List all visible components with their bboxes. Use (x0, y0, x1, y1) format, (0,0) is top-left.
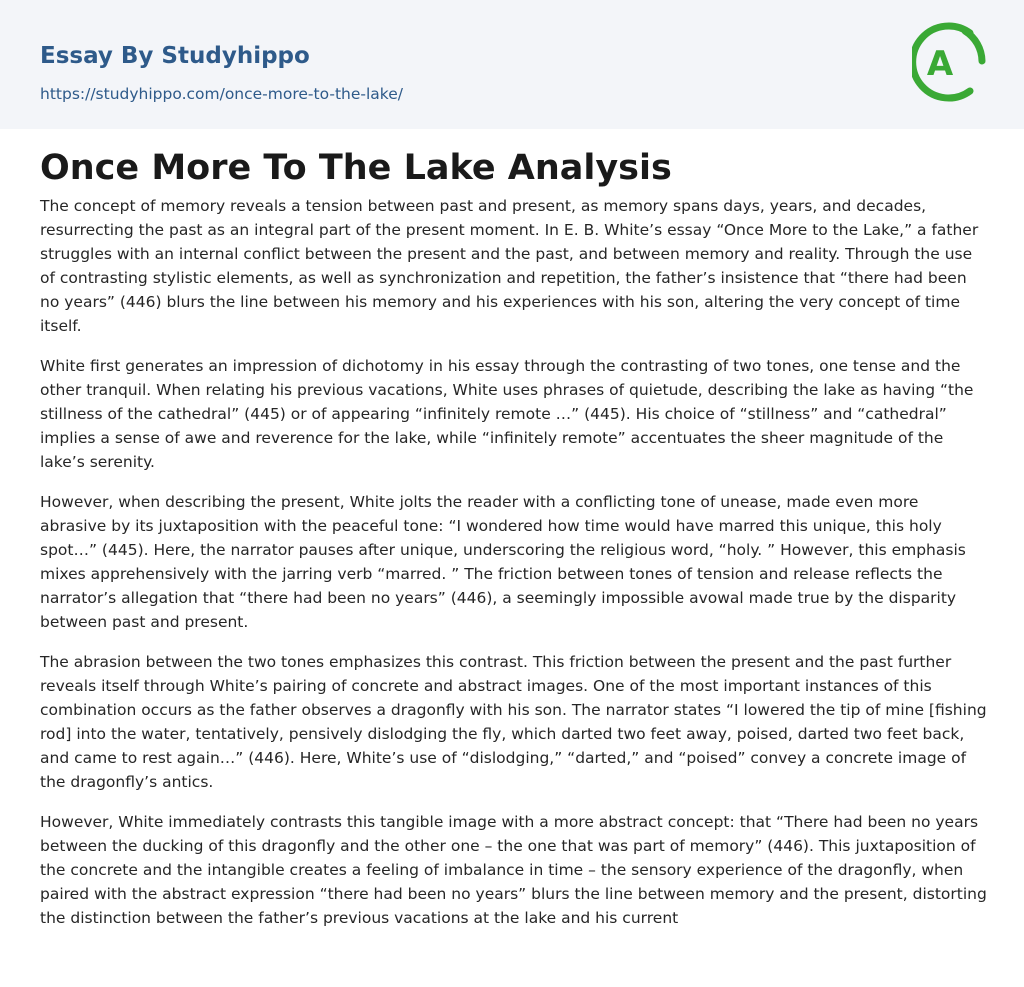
article-paragraph: White first generates an impression of dichotomy in his essay through the contrasting of two tones, one tense and the other tranquil. When relating his previous vacations, White uses phrases of quietude, describing the lake as having “the stillness of the cathedral” (445) or of appearing “infinitely remote …” (445). His choice of “stillness” and “cathedral” implies a sense of awe and reverence for the lake, while “infinitely remote” accentuates the sheer magnitude of the lake’s serenity. (40, 357, 974, 471)
article-paragraph: However, when describing the present, White jolts the reader with a conflicting tone of unease, made even more abrasive by its juxtaposition with the peaceful tone: “I wondered how time would have marred this unique, this holy spot…” (445). Here, the narrator pauses after unique, underscoring the religious word, “holy. ” However, this emphasis mixes apprehensively with the jarring verb “marred. ” The friction between tones of tension and release reflects the narrator’s allegation that “there had been no years” (446), a seemingly impossible avowal made true by the disparity between past and present. (40, 493, 966, 631)
svg-text:A: A (926, 44, 954, 84)
article-paragraph: However, White immediately contrasts this tangible image with a more abstract concept: that “There had been no years between the ducking of this dragonfly and the other one – the one that was part of memory” (446). This juxtaposition of the concrete and the intangible creates a feeling of imbalance in time – the sensory experience of the dragonfly, when paired with the abstract expression “there had been no years” blurs the line between memory and the present, distorting the distinction between the father’s previous vacations at the lake and his current (40, 813, 987, 927)
article-paragraph: The abrasion between the two tones emphasizes this contrast. This friction between the present and the past further reveals itself through White’s pairing of concrete and abstract images. One of the most important instances of this combination occurs as the father observes a dragonfly with his son. The narrator states “I lowered the tip of mine [fishing rod] into the water, tentatively, pensively dislodging the fly, which darted two feet away, poised, darted two feet back, and came to rest again…” (446). Here, White’s use of “dislodging,” “darted,” and “poised” convey a concrete image of the dragonfly’s antics. (40, 653, 987, 791)
brand-title[interactable]: Essay By Studyhippo (40, 43, 310, 69)
article-title: Once More To The Lake Analysis (40, 148, 672, 188)
studyhippo-logo-icon[interactable] (912, 19, 986, 105)
essay-url-link[interactable]: https://studyhippo.com/once-more-to-the-lake/ (40, 85, 403, 103)
article-paragraph: The concept of memory reveals a tension between past and present, as memory spans days, years, and decades, resurrecting the past as an integral part of the present moment. In E. B. White’s essay “Once More to the Lake,” a father struggles with an internal conflict between the present and the past, and between memory and reality. Through the use of contrasting stylistic elements, as well as synchronization and repetition, the father’s insistence that “there had been no years” (446) blurs the line between his memory and his experiences with his son, altering the very concept of time itself. (40, 197, 979, 335)
article-body (40, 194, 988, 946)
